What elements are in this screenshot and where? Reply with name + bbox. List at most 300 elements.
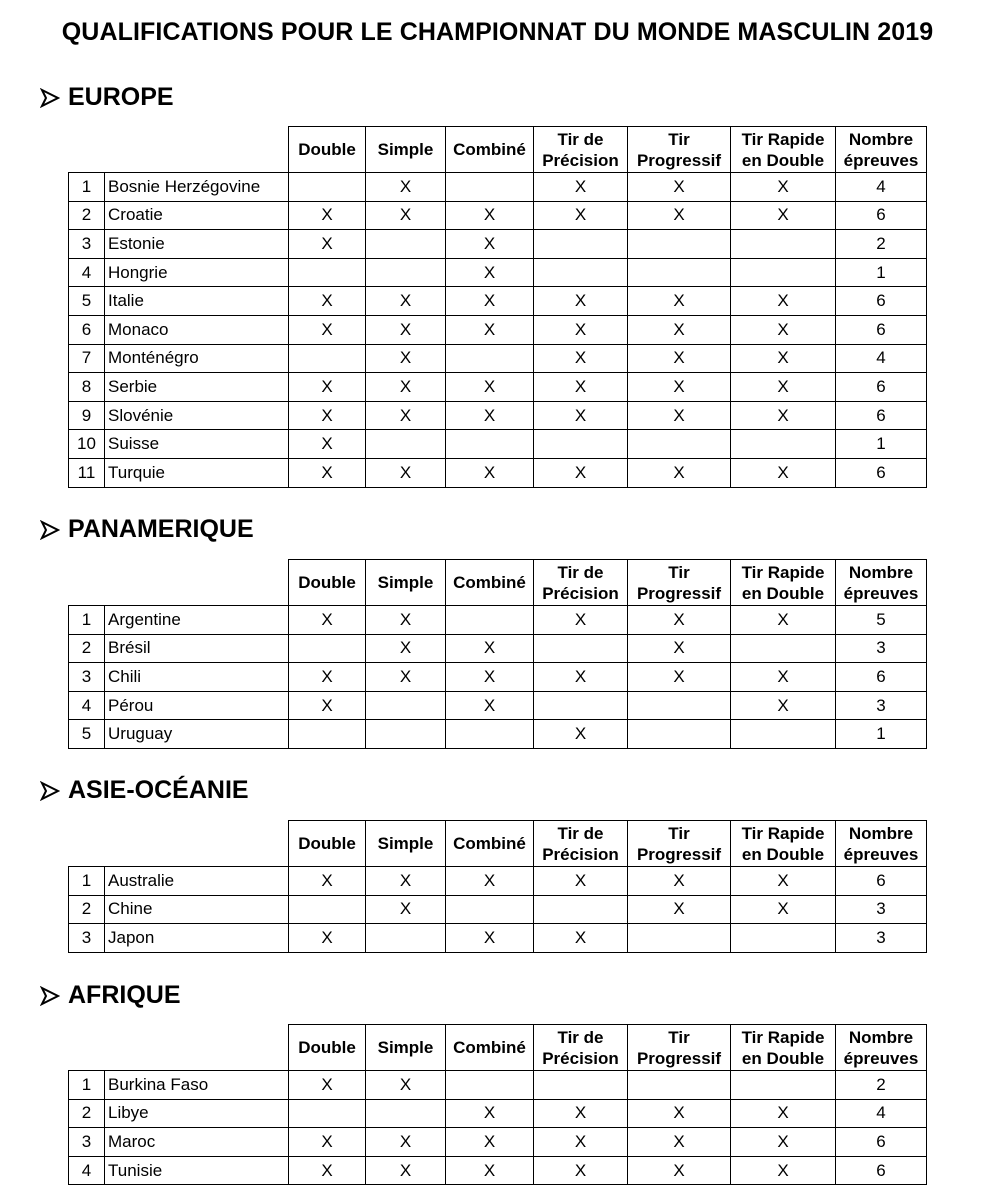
column-header-line: Simple [377, 834, 434, 853]
column-header-line: en Double [741, 150, 825, 170]
event-count: 1 [836, 720, 927, 749]
event-mark-tir-de-precision: X [534, 287, 628, 316]
table-row [69, 173, 927, 202]
country-name: Estonie [105, 230, 289, 259]
table-header-row [69, 1025, 927, 1071]
event-mark-tir-rapide-en-double: X [731, 201, 836, 230]
qualification-table-panamerique [68, 559, 927, 749]
column-header-double [289, 560, 366, 606]
country-name: Suisse [105, 430, 289, 459]
table-row [69, 1071, 927, 1100]
column-header-line: Précision [542, 844, 619, 864]
table-row [69, 720, 927, 749]
event-mark-simple [366, 258, 446, 287]
event-mark-combine: X [446, 1099, 534, 1128]
event-mark-tir-rapide-en-double: X [731, 663, 836, 692]
event-mark-tir-progressif [628, 924, 731, 953]
column-header-line: Précision [542, 150, 619, 170]
event-mark-combine: X [446, 201, 534, 230]
event-mark-double: X [289, 201, 366, 230]
column-header-simple [366, 127, 446, 173]
row-number: 3 [69, 663, 105, 692]
table-row [69, 315, 927, 344]
arrowhead-bullet-icon [40, 781, 60, 801]
row-number: 9 [69, 401, 105, 430]
event-mark-tir-de-precision: X [534, 720, 628, 749]
event-mark-tir-rapide-en-double [731, 430, 836, 459]
event-count: 2 [836, 1071, 927, 1100]
event-mark-tir-rapide-en-double: X [731, 315, 836, 344]
row-number: 7 [69, 344, 105, 373]
event-mark-combine [446, 606, 534, 635]
event-mark-simple [366, 691, 446, 720]
event-mark-double [289, 895, 366, 924]
arrowhead-bullet-icon [40, 986, 60, 1006]
event-mark-simple: X [366, 344, 446, 373]
table-row [69, 430, 927, 459]
region-heading-asie-oceanie [40, 776, 249, 805]
event-mark-double: X [289, 691, 366, 720]
column-header-line: Tir de [557, 562, 604, 582]
column-header-line: Double [298, 573, 356, 592]
event-mark-combine: X [446, 663, 534, 692]
event-mark-combine: X [446, 634, 534, 663]
event-mark-tir-progressif: X [628, 287, 731, 316]
country-name: Monténégro [105, 344, 289, 373]
column-header-line: en Double [741, 1048, 825, 1068]
event-mark-tir-de-precision: X [534, 344, 628, 373]
table-header-row [69, 821, 927, 867]
event-mark-tir-rapide-en-double [731, 720, 836, 749]
event-mark-combine [446, 344, 534, 373]
event-count: 3 [836, 634, 927, 663]
event-mark-simple [366, 430, 446, 459]
country-name: Maroc [105, 1128, 289, 1157]
event-mark-double [289, 344, 366, 373]
event-mark-double: X [289, 663, 366, 692]
column-header-tir-rapide-en-double [731, 127, 836, 173]
event-mark-simple: X [366, 373, 446, 402]
country-name: Turquie [105, 458, 289, 487]
column-header-line: Précision [542, 1048, 619, 1068]
event-mark-tir-de-precision [534, 1071, 628, 1100]
event-mark-double: X [289, 1156, 366, 1185]
event-mark-tir-rapide-en-double: X [731, 867, 836, 896]
column-header-nombre-epreuves [836, 821, 927, 867]
event-count: 6 [836, 201, 927, 230]
event-count: 5 [836, 606, 927, 635]
table-row [69, 634, 927, 663]
event-mark-tir-progressif: X [628, 344, 731, 373]
event-mark-double: X [289, 373, 366, 402]
event-mark-simple: X [366, 663, 446, 692]
column-header-line: Tir [668, 1027, 690, 1047]
column-header-line: Progressif [636, 844, 722, 864]
column-header-line: Double [298, 140, 356, 159]
table-row [69, 458, 927, 487]
table-row [69, 924, 927, 953]
column-header-line: Simple [377, 140, 434, 159]
column-header-simple [366, 1025, 446, 1071]
country-name: Bosnie Herzégovine [105, 173, 289, 202]
event-count: 3 [836, 924, 927, 953]
arrowhead-bullet-icon [40, 88, 60, 108]
event-count: 1 [836, 258, 927, 287]
event-mark-tir-progressif: X [628, 373, 731, 402]
event-mark-simple [366, 924, 446, 953]
event-mark-tir-progressif [628, 1071, 731, 1100]
country-name: Italie [105, 287, 289, 316]
row-number: 5 [69, 287, 105, 316]
event-mark-tir-rapide-en-double: X [731, 344, 836, 373]
row-number: 4 [69, 691, 105, 720]
row-number: 6 [69, 315, 105, 344]
event-mark-tir-progressif: X [628, 867, 731, 896]
region-name: ASIE-OCÉANIE [68, 776, 249, 804]
column-header-line: Combiné [453, 834, 526, 853]
event-mark-tir-progressif: X [628, 1156, 731, 1185]
event-mark-combine: X [446, 230, 534, 259]
header-blank [69, 821, 289, 867]
event-mark-combine: X [446, 691, 534, 720]
column-header-line: Tir [668, 562, 690, 582]
event-mark-simple [366, 1099, 446, 1128]
column-header-line: Tir Rapide [741, 823, 825, 843]
row-number: 3 [69, 924, 105, 953]
table-row [69, 895, 927, 924]
column-header-tir-rapide-en-double [731, 821, 836, 867]
event-mark-simple: X [366, 1071, 446, 1100]
column-header-combine [446, 560, 534, 606]
event-mark-simple: X [366, 606, 446, 635]
event-mark-tir-progressif [628, 720, 731, 749]
event-mark-double: X [289, 230, 366, 259]
event-mark-simple: X [366, 201, 446, 230]
event-mark-combine [446, 173, 534, 202]
table-row [69, 691, 927, 720]
event-mark-combine: X [446, 373, 534, 402]
country-name: Libye [105, 1099, 289, 1128]
table-row [69, 663, 927, 692]
column-header-line: Tir Rapide [741, 562, 825, 582]
row-number: 2 [69, 895, 105, 924]
row-number: 8 [69, 373, 105, 402]
column-header-tir-progressif [628, 560, 731, 606]
table-row [69, 1156, 927, 1185]
event-mark-tir-de-precision [534, 691, 628, 720]
event-mark-tir-de-precision [534, 895, 628, 924]
event-mark-tir-progressif: X [628, 663, 731, 692]
event-mark-combine: X [446, 258, 534, 287]
event-mark-tir-de-precision [534, 634, 628, 663]
event-mark-tir-rapide-en-double: X [731, 691, 836, 720]
column-header-tir-progressif [628, 1025, 731, 1071]
country-name: Brésil [105, 634, 289, 663]
column-header-line: Tir Rapide [741, 1027, 825, 1047]
qualification-table-europe [68, 126, 927, 488]
column-header-line: Tir [668, 129, 690, 149]
event-mark-tir-de-precision: X [534, 315, 628, 344]
event-mark-simple: X [366, 1128, 446, 1157]
event-mark-tir-rapide-en-double: X [731, 606, 836, 635]
table-row [69, 344, 927, 373]
event-mark-double: X [289, 430, 366, 459]
column-header-tir-de-precision [534, 127, 628, 173]
event-mark-double: X [289, 458, 366, 487]
event-mark-combine: X [446, 287, 534, 316]
column-header-line: Précision [542, 583, 619, 603]
country-name: Slovénie [105, 401, 289, 430]
column-header-line: Nombre [848, 562, 914, 582]
column-header-line: épreuves [843, 150, 919, 170]
event-count: 3 [836, 691, 927, 720]
event-mark-combine: X [446, 315, 534, 344]
row-number: 3 [69, 1128, 105, 1157]
column-header-line: en Double [741, 583, 825, 603]
column-header-tir-progressif [628, 821, 731, 867]
event-mark-tir-de-precision [534, 230, 628, 259]
qualification-table-afrique [68, 1024, 927, 1185]
column-header-line: Combiné [453, 140, 526, 159]
table-header-row [69, 560, 927, 606]
table-row [69, 1128, 927, 1157]
event-mark-combine: X [446, 401, 534, 430]
column-header-nombre-epreuves [836, 1025, 927, 1071]
column-header-line: Simple [377, 573, 434, 592]
event-mark-tir-rapide-en-double [731, 258, 836, 287]
event-mark-simple: X [366, 315, 446, 344]
column-header-line: Tir Rapide [741, 129, 825, 149]
event-mark-tir-rapide-en-double: X [731, 373, 836, 402]
event-mark-double [289, 634, 366, 663]
column-header-tir-rapide-en-double [731, 1025, 836, 1071]
qualification-table-asie-oceanie [68, 820, 927, 953]
event-count: 6 [836, 458, 927, 487]
event-mark-tir-rapide-en-double: X [731, 173, 836, 202]
event-mark-tir-rapide-en-double: X [731, 287, 836, 316]
table-row [69, 201, 927, 230]
column-header-line: épreuves [843, 583, 919, 603]
event-mark-tir-rapide-en-double: X [731, 1128, 836, 1157]
country-name: Hongrie [105, 258, 289, 287]
event-mark-simple: X [366, 458, 446, 487]
column-header-nombre-epreuves [836, 127, 927, 173]
country-name: Burkina Faso [105, 1071, 289, 1100]
country-name: Monaco [105, 315, 289, 344]
event-mark-tir-de-precision: X [534, 1128, 628, 1157]
column-header-line: Double [298, 834, 356, 853]
event-count: 6 [836, 401, 927, 430]
event-mark-tir-progressif: X [628, 458, 731, 487]
event-mark-tir-progressif: X [628, 401, 731, 430]
event-mark-tir-rapide-en-double: X [731, 1156, 836, 1185]
column-header-tir-de-precision [534, 1025, 628, 1071]
event-mark-simple: X [366, 867, 446, 896]
event-mark-tir-rapide-en-double: X [731, 1099, 836, 1128]
event-mark-tir-de-precision: X [534, 663, 628, 692]
region-name: PANAMERIQUE [68, 515, 254, 543]
event-mark-combine: X [446, 867, 534, 896]
event-mark-double: X [289, 315, 366, 344]
event-mark-tir-rapide-en-double: X [731, 895, 836, 924]
country-name: Pérou [105, 691, 289, 720]
event-mark-tir-progressif: X [628, 1099, 731, 1128]
event-count: 6 [836, 1128, 927, 1157]
event-mark-tir-progressif [628, 430, 731, 459]
page-title: QUALIFICATIONS POUR LE CHAMPIONNAT DU MONDE MASCULIN 2019 [61, 18, 934, 46]
column-header-tir-de-precision [534, 821, 628, 867]
event-mark-combine: X [446, 1156, 534, 1185]
header-blank [69, 127, 289, 173]
event-mark-double: X [289, 1071, 366, 1100]
event-mark-double: X [289, 867, 366, 896]
country-name: Serbie [105, 373, 289, 402]
event-mark-tir-rapide-en-double [731, 1071, 836, 1100]
row-number: 4 [69, 1156, 105, 1185]
row-number: 1 [69, 173, 105, 202]
event-mark-double: X [289, 401, 366, 430]
event-mark-tir-progressif: X [628, 634, 731, 663]
event-count: 4 [836, 344, 927, 373]
event-mark-tir-rapide-en-double: X [731, 401, 836, 430]
country-name: Chine [105, 895, 289, 924]
event-count: 6 [836, 315, 927, 344]
country-name: Tunisie [105, 1156, 289, 1185]
header-blank [69, 1025, 289, 1071]
column-header-combine [446, 127, 534, 173]
column-header-line: Tir de [557, 823, 604, 843]
row-number: 2 [69, 1099, 105, 1128]
event-mark-double [289, 1099, 366, 1128]
table-row [69, 1099, 927, 1128]
column-header-line: épreuves [843, 844, 919, 864]
event-mark-tir-rapide-en-double [731, 924, 836, 953]
event-mark-tir-de-precision: X [534, 373, 628, 402]
event-mark-combine: X [446, 1128, 534, 1157]
column-header-line: en Double [741, 844, 825, 864]
row-number: 10 [69, 430, 105, 459]
column-header-line: Nombre [848, 1027, 914, 1047]
table-row [69, 287, 927, 316]
event-mark-simple [366, 720, 446, 749]
event-mark-combine [446, 1071, 534, 1100]
column-header-line: Progressif [636, 150, 722, 170]
event-mark-tir-rapide-en-double [731, 230, 836, 259]
event-count: 6 [836, 867, 927, 896]
row-number: 5 [69, 720, 105, 749]
event-mark-simple: X [366, 895, 446, 924]
event-mark-simple: X [366, 287, 446, 316]
region-heading-panamerique [40, 515, 254, 544]
column-header-line: Simple [377, 1038, 434, 1057]
column-header-double [289, 821, 366, 867]
country-name: Argentine [105, 606, 289, 635]
country-name: Japon [105, 924, 289, 953]
event-mark-double: X [289, 1128, 366, 1157]
event-mark-simple: X [366, 173, 446, 202]
column-header-line: Progressif [636, 1048, 722, 1068]
region-name: EUROPE [68, 83, 174, 111]
country-name: Uruguay [105, 720, 289, 749]
column-header-combine [446, 1025, 534, 1071]
header-blank [69, 560, 289, 606]
column-header-line: Nombre [848, 129, 914, 149]
event-mark-tir-de-precision [534, 430, 628, 459]
region-name: AFRIQUE [68, 981, 181, 1009]
event-mark-double: X [289, 287, 366, 316]
event-count: 4 [836, 173, 927, 202]
event-mark-tir-de-precision: X [534, 401, 628, 430]
event-mark-double [289, 173, 366, 202]
row-number: 11 [69, 458, 105, 487]
event-mark-simple [366, 230, 446, 259]
event-count: 6 [836, 663, 927, 692]
event-count: 4 [836, 1099, 927, 1128]
event-mark-double: X [289, 606, 366, 635]
event-mark-combine: X [446, 458, 534, 487]
column-header-line: Tir de [557, 129, 604, 149]
event-mark-tir-progressif: X [628, 895, 731, 924]
event-mark-tir-rapide-en-double: X [731, 458, 836, 487]
event-mark-tir-progressif [628, 230, 731, 259]
event-mark-double [289, 720, 366, 749]
country-name: Chili [105, 663, 289, 692]
event-mark-simple: X [366, 634, 446, 663]
table-row [69, 258, 927, 287]
event-mark-combine [446, 430, 534, 459]
country-name: Croatie [105, 201, 289, 230]
column-header-line: Combiné [453, 1038, 526, 1057]
event-mark-tir-de-precision: X [534, 606, 628, 635]
event-mark-tir-progressif: X [628, 315, 731, 344]
table-row [69, 606, 927, 635]
column-header-tir-rapide-en-double [731, 560, 836, 606]
event-mark-tir-de-precision: X [534, 1156, 628, 1185]
column-header-double [289, 1025, 366, 1071]
event-mark-tir-progressif [628, 258, 731, 287]
column-header-line: Combiné [453, 573, 526, 592]
event-mark-tir-de-precision: X [534, 867, 628, 896]
event-mark-tir-de-precision: X [534, 201, 628, 230]
event-mark-tir-progressif: X [628, 173, 731, 202]
event-count: 6 [836, 373, 927, 402]
event-mark-tir-de-precision: X [534, 1099, 628, 1128]
event-mark-double: X [289, 924, 366, 953]
table-row [69, 401, 927, 430]
column-header-line: Tir de [557, 1027, 604, 1047]
event-mark-combine: X [446, 924, 534, 953]
row-number: 3 [69, 230, 105, 259]
column-header-simple [366, 560, 446, 606]
column-header-line: Tir [668, 823, 690, 843]
column-header-tir-progressif [628, 127, 731, 173]
row-number: 1 [69, 867, 105, 896]
event-mark-tir-progressif: X [628, 1128, 731, 1157]
event-mark-tir-progressif [628, 691, 731, 720]
column-header-simple [366, 821, 446, 867]
event-count: 2 [836, 230, 927, 259]
table-row [69, 867, 927, 896]
column-header-line: Nombre [848, 823, 914, 843]
event-mark-tir-de-precision: X [534, 173, 628, 202]
column-header-line: épreuves [843, 1048, 919, 1068]
event-mark-combine [446, 720, 534, 749]
row-number: 2 [69, 634, 105, 663]
column-header-line: Progressif [636, 583, 722, 603]
country-name: Australie [105, 867, 289, 896]
column-header-tir-de-precision [534, 560, 628, 606]
column-header-line: Double [298, 1038, 356, 1057]
